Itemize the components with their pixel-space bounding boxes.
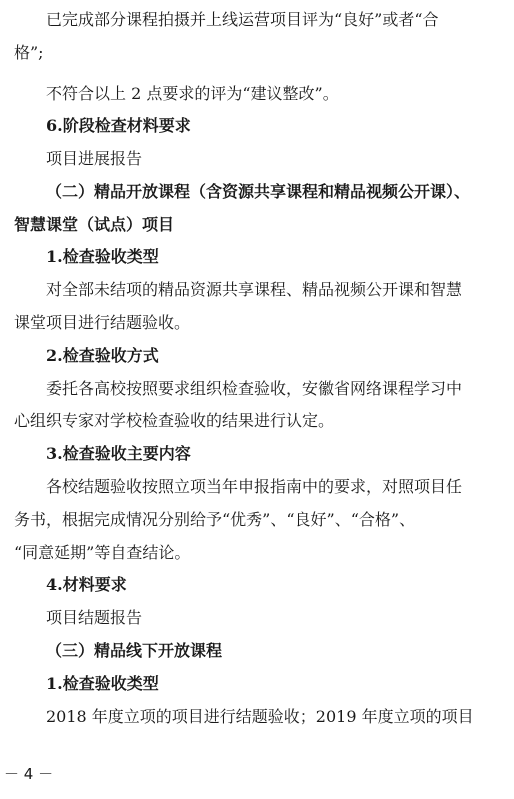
paragraph-line: “同意延期”等自查结论。 <box>14 543 191 562</box>
section-heading: 1.检查验收类型 <box>46 247 159 266</box>
paragraph-line: 心组织专家对学校检查验收的结果进行认定。 <box>14 411 335 430</box>
paragraph-line: 已完成部分课程拍摄并上线运营项目评为“良好”或者“合 <box>46 10 439 29</box>
paragraph-line: 课堂项目进行结题验收。 <box>14 313 191 332</box>
section-heading: 智慧课堂（试点）项目 <box>14 215 175 234</box>
paragraph-line: 2018 年度立项的项目进行结题验收；2019 年度立项的项目 <box>46 707 474 726</box>
paragraph-line: 委托各高校按照要求组织检查验收，安徽省网络课程学习中 <box>46 379 463 398</box>
paragraph-line: 项目进展报告 <box>46 149 143 168</box>
paragraph-line: 各校结题验收按照立项当年申报指南中的要求，对照项目任 <box>46 477 463 496</box>
paragraph-line: 务书，根据完成情况分别给予“优秀”、“良好”、“合格”、 <box>14 510 416 529</box>
section-heading: 1.检查验收类型 <box>46 674 159 693</box>
section-heading: 6.阶段检查材料要求 <box>46 116 191 135</box>
paragraph-line: 不符合以上 2 点要求的评为“建议整改”。 <box>46 84 339 103</box>
paragraph-line: 对全部未结项的精品资源共享课程、精品视频公开课和智慧 <box>46 280 463 299</box>
page-number: － 4 － <box>4 765 54 783</box>
paragraph-line: 格”; <box>14 43 44 62</box>
section-heading: （二）精品开放课程（含资源共享课程和精品视频公开课）、 <box>46 182 471 201</box>
section-heading: 4.材料要求 <box>46 575 127 594</box>
paragraph-line: 项目结题报告 <box>46 608 143 627</box>
section-heading: 2.检查验收方式 <box>46 346 159 365</box>
section-heading: （三）精品线下开放课程 <box>46 641 223 660</box>
section-heading: 3.检查验收主要内容 <box>46 444 191 463</box>
